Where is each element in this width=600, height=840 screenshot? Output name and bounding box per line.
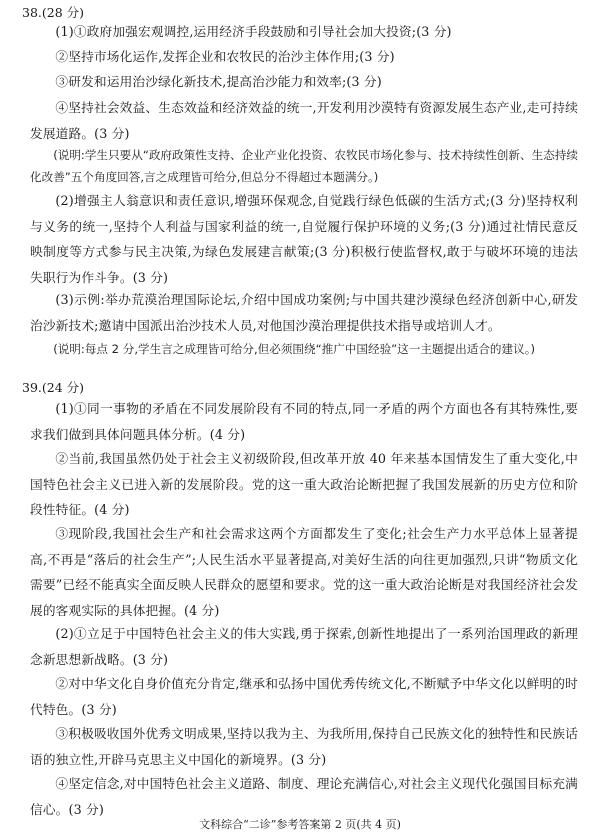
q39-part2-point3: ③积极吸收国外优秀文明成果,坚持以我为主、为我所用,保持自己民族文化的独特性和民族话语的独立性,开辟马克思主义中国化的新境界。(3 分)	[30, 726, 578, 767]
q38-part1-point4: ④坚持社会效益、生态效益和经济效益的统一,开发利用沙漠特有资源发展生态产业,走可持续发展道路。(3 分)	[30, 100, 578, 141]
q38-part3: (3)示例:举办荒漠治理国际论坛,介绍中国成功案例;与中国共建沙漠绿色经济创新中心,研发治沙新技术;邀请中国派出治沙技术人员,对他国沙漠治理提供技术指导或培训人才。	[30, 292, 578, 333]
page-footer: 文科综合“二诊”参考答案第 2 页(共 4 页)	[199, 818, 401, 831]
q39-part1-point1: (1)①同一事物的矛盾在不同发展阶段有不同的特点,同一矛盾的两个方面也各有其特殊性,要求我们做到具体问题具体分析。(4 分)	[30, 401, 578, 442]
q38-part3-note: (说明:每点 2 分,学生言之成理皆可给分,但必须围绕“推广中国经验”这一主题提出适合的建议。)	[53, 342, 536, 356]
q39-part2-point4: ④坚定信念,对中国特色社会主义道路、制度、理论充满信心,对社会主义现代化强国目标充满信心。(3 分)	[30, 776, 578, 817]
q38-part2: (2)增强主人翁意识和责任意识,增强环保观念,自觉践行绿色低碳的生活方式;(3 分)坚持权利与义务的统一,坚持个人利益与国家利益的统一,自觉履行保护环境的义务;(3 分)通过社情民意反映制度等方式参与民主决策,为绿色发展建言献策;(3 分)积极行使监督权,敢于与破坏环境的违法失职行为作斗争。(3 分)	[30, 193, 578, 285]
q38-part1-point2: ②坚持市场化运作,发挥企业和农牧民的治沙主体作用;(3 分)	[55, 49, 395, 64]
question-38-heading: 38.(28 分)	[22, 5, 85, 20]
question-39-heading: 39.(24 分)	[22, 380, 85, 395]
q39-part2-point1: (2)①立足于中国特色社会主义的伟大实践,勇于探索,创新性地提出了一系列治国理政的新理念新思想新战略。(3 分)	[30, 626, 578, 667]
q38-part1-note: (说明:学生只要从“政府政策性支持、企业产业化投资、农牧民市场化参与、技术持续性创新、生态持续化改善”五个角度回答,言之成理皆可给分,但总分不得超过本题满分。)	[30, 148, 578, 184]
q39-part2-point2: ②对中华文化自身价值充分肯定,继承和弘扬中国优秀传统文化,不断赋予中华文化以鲜明的时代特色。(3 分)	[30, 676, 578, 717]
q38-part1-point3: ③研发和运用治沙绿化新技术,提高治沙能力和效率;(3 分)	[55, 74, 382, 89]
q39-part1-point3: ③现阶段,我国社会生产和社会需求这两个方面都发生了变化;社会生产力水平总体上显著提高,不再是“落后的社会生产”;人民生活水平显著提高,对美好生活的向往更加强烈,只讲“物质文化需要”已经不能真实全面反映人民群众的愿望和要求。党的这一重大政治论断是对我国经济社会发展的客观实际的具体把握。(4 分)	[30, 526, 578, 618]
q38-part1-point1: (1)①政府加强宏观调控,运用经济手段鼓励和引导社会加大投资;(3 分)	[55, 24, 452, 39]
q39-part1-point2: ②当前,我国虽然仍处于社会主义初级阶段,但改革开放 40 年来基本国情发生了重大变化,中国特色社会主义已进入新的发展阶段。党的这一重大政治论断把握了我国发展新的历史方位和阶段性特征。(4 分)	[30, 451, 578, 518]
